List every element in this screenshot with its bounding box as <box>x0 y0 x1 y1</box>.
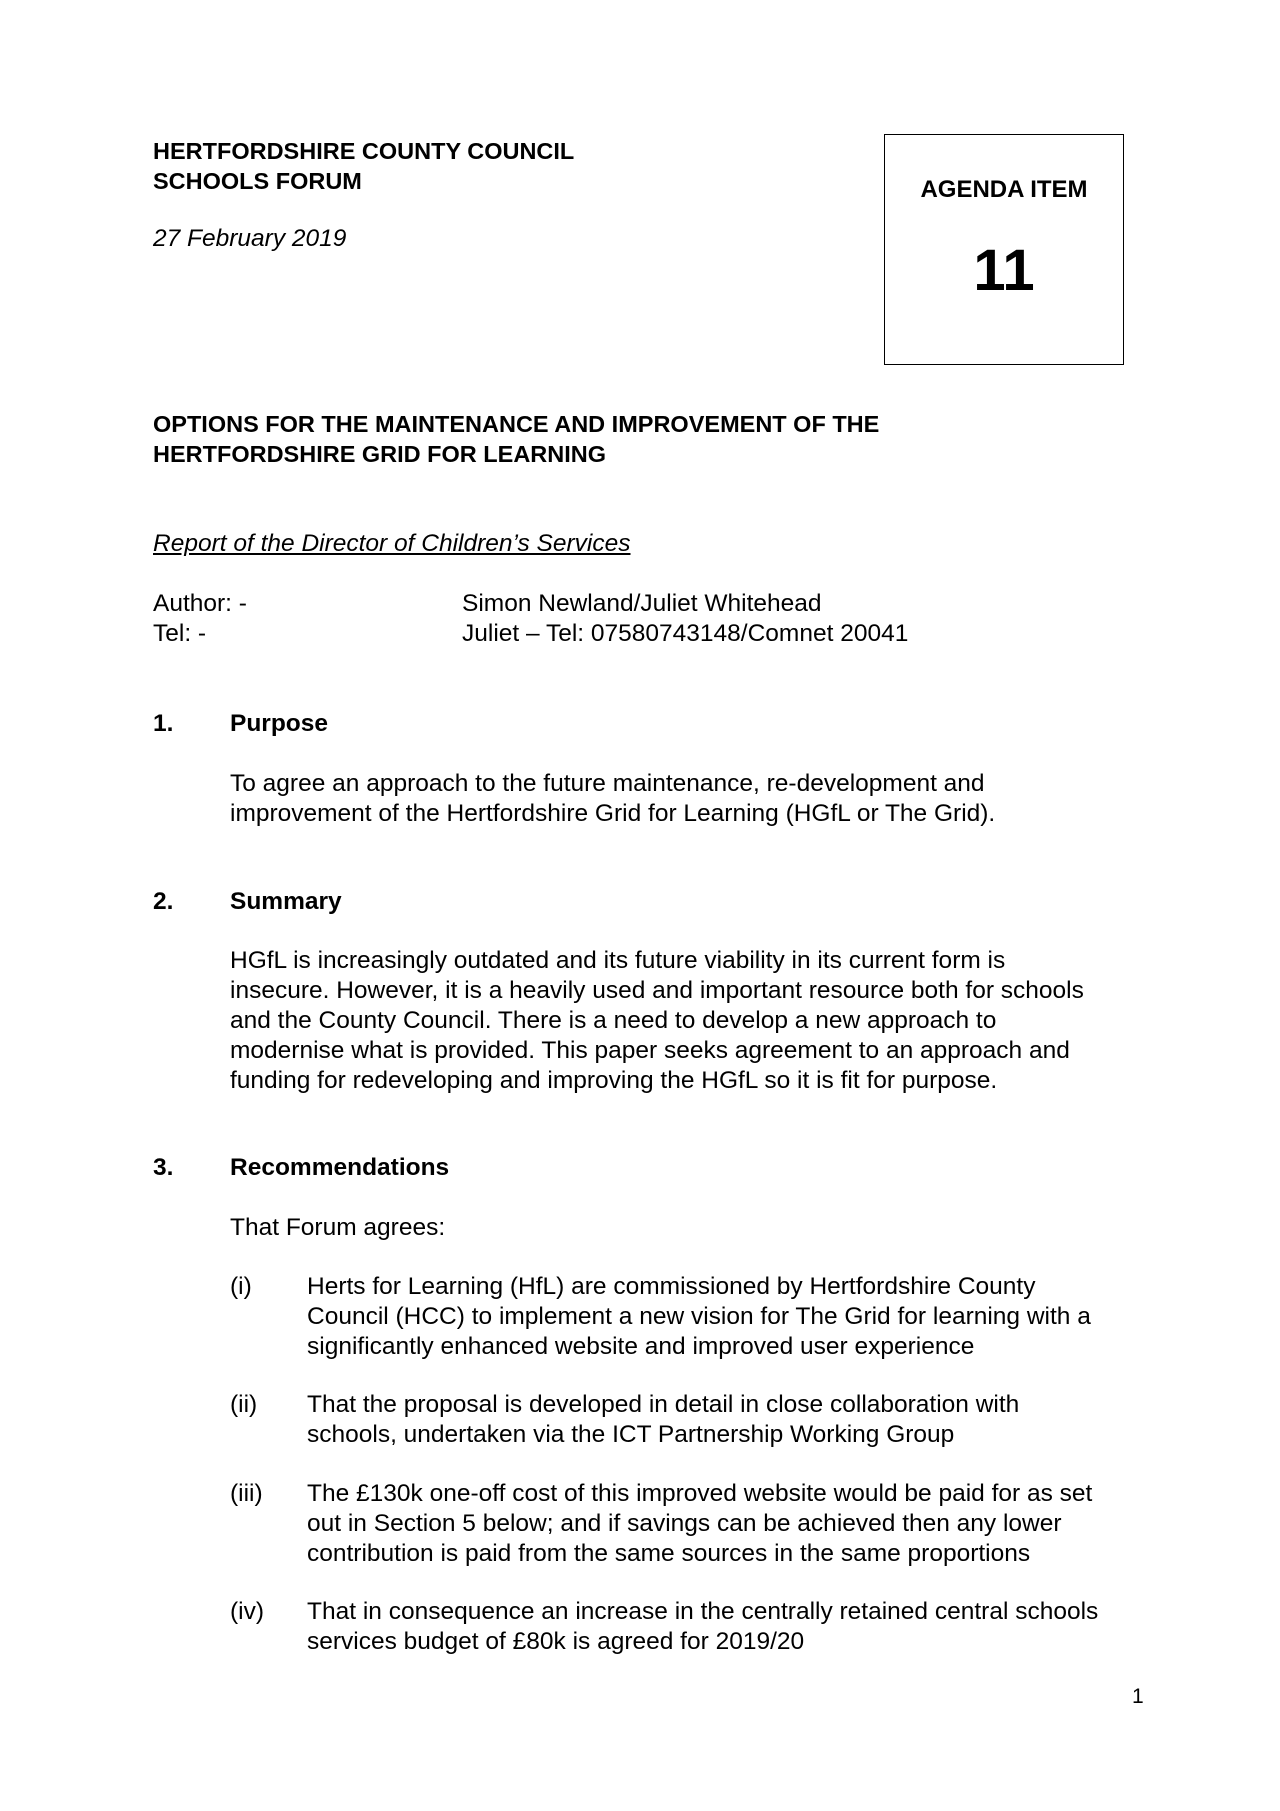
paragraph-line: funding for redeveloping and improving the HGfL so it is fit for purpose. <box>230 1067 998 1094</box>
telephone-value: Juliet – Tel: 07580743148/Comnet 20041 <box>462 620 909 647</box>
paragraph-line: and the County Council. There is a need to develop a new approach to <box>230 1007 997 1034</box>
recommendation-line: The £130k one-off cost of this improved website would be paid for as set <box>307 1480 1093 1507</box>
paragraph-line: To agree an approach to the future maintenance, re-development and <box>230 770 985 797</box>
section-1-title: Purpose <box>230 710 329 737</box>
section-3-number: 3. <box>153 1154 174 1181</box>
author-label: Author: - <box>153 590 247 617</box>
organisation-line-1: HERTFORDSHIRE COUNTY COUNCIL <box>153 138 575 164</box>
section-2-number: 2. <box>153 888 174 915</box>
recommendation-line: contribution is paid from the same sources in the same proportions <box>307 1540 1031 1567</box>
recommendation-marker: (i) <box>230 1273 252 1300</box>
recommendation-line: significantly enhanced website and improved user experience <box>307 1333 975 1360</box>
recommendation-line: schools, undertaken via the ICT Partnership Working Group <box>307 1421 955 1448</box>
paragraph-line: insecure. However, it is a heavily used and important resource both for schools <box>230 977 1084 1004</box>
document-title-line-2: HERTFORDSHIRE GRID FOR LEARNING <box>153 441 607 467</box>
author-value: Simon Newland/Juliet Whitehead <box>462 590 822 617</box>
organisation-line-2: SCHOOLS FORUM <box>153 168 362 194</box>
section-1-number: 1. <box>153 710 174 737</box>
paragraph-line: HGfL is increasingly outdated and its future viability in its current form is <box>230 947 1006 974</box>
paragraph-line: improvement of the Hertfordshire Grid for Learning (HGfL or The Grid). <box>230 800 996 827</box>
organisation-heading <box>153 136 574 196</box>
telephone-row <box>153 619 908 649</box>
meeting-date: 27 February 2019 <box>153 225 347 252</box>
recommendations-intro: That Forum agrees: <box>230 1214 446 1241</box>
page-number: 1 <box>1132 1685 1144 1708</box>
recommendation-marker: (iv) <box>230 1598 265 1625</box>
document-title <box>153 409 879 469</box>
recommendation-line: That the proposal is developed in detail in close collaboration with <box>307 1391 1020 1418</box>
section-2-title: Summary <box>230 888 342 915</box>
agenda-item-box <box>884 134 1124 365</box>
agenda-item-label: AGENDA ITEM <box>920 176 1088 203</box>
recommendation-item <box>307 1479 1092 1569</box>
document-title-line-1: OPTIONS FOR THE MAINTENANCE AND IMPROVEMENT OF THE <box>153 411 880 437</box>
recommendation-line: out in Section 5 below; and if savings can be achieved then any lower <box>307 1510 1062 1537</box>
recommendation-marker: (ii) <box>230 1391 258 1418</box>
telephone-label: Tel: - <box>153 620 207 647</box>
agenda-item-number: 11 <box>973 238 1035 303</box>
recommendation-item <box>307 1272 1091 1362</box>
report-of-line: Report of the Director of Children’s Services <box>153 530 631 557</box>
recommendation-marker: (iii) <box>230 1480 263 1507</box>
recommendation-line: Council (HCC) to implement a new vision for The Grid for learning with a <box>307 1303 1091 1330</box>
section-2-paragraph <box>230 946 1150 1096</box>
recommendation-item <box>307 1597 1098 1657</box>
recommendation-line: That in consequence an increase in the centrally retained central schools <box>307 1598 1099 1625</box>
paragraph-line: modernise what is provided. This paper seeks agreement to an approach and <box>230 1037 1070 1064</box>
recommendation-line: services budget of £80k is agreed for 2019/20 <box>307 1628 805 1655</box>
section-1-paragraph <box>230 769 1150 829</box>
recommendation-line: Herts for Learning (HfL) are commissioned by Hertfordshire County <box>307 1273 1036 1300</box>
section-3-title: Recommendations <box>230 1154 450 1181</box>
author-row <box>153 589 822 619</box>
recommendation-item <box>307 1390 1019 1450</box>
